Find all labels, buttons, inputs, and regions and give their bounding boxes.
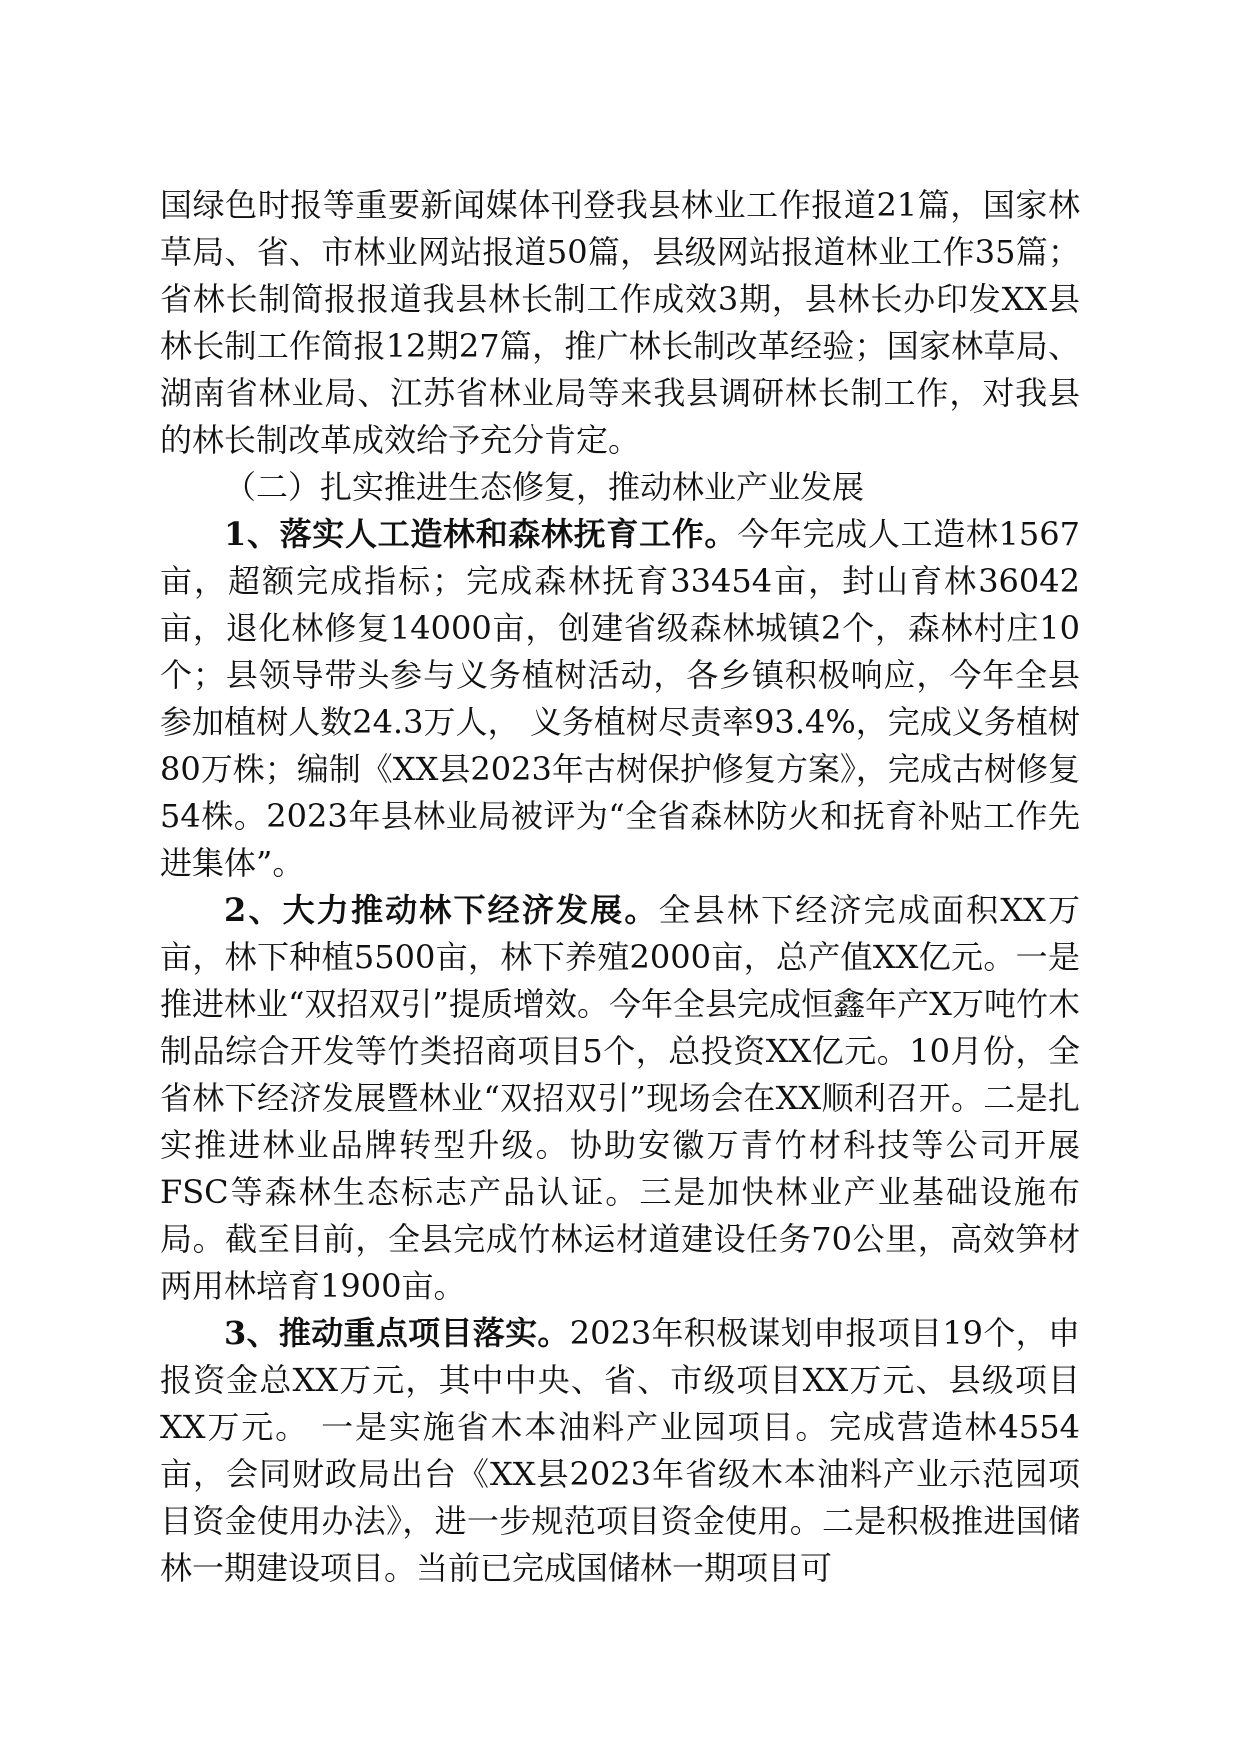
paragraph-media-reports — [160, 182, 1080, 464]
section-heading — [160, 464, 1080, 511]
paragraph-afforestation — [160, 511, 1080, 887]
document-page — [160, 182, 1080, 1592]
paragraph-body: 国绿色时报等重要新闻媒体刊登我县林业工作报道21篇，国家林草局、省、市林业网站报道50篇，县级网站报道林业工作35篇；省林长制简报报道我县林长制工作成效3期，县林长办印发XX县林长制工作简报12期27篇，推广林长制改革经验；国家林草局、湖南省林业局、江苏省林业局等来我县调研林长制工作，对我县的林长制改革成效给予充分肯定。 — [160, 186, 1080, 459]
paragraph-lead: 2、大力推动林下经济发展。 — [224, 891, 659, 929]
paragraph-lead: 1、落实人工造林和森林抚育工作。 — [224, 515, 738, 553]
section-heading-text: （二）扎实推进生态修复，推动林业产业发展 — [224, 468, 865, 506]
paragraph-forest-economy — [160, 887, 1080, 1310]
paragraph-key-projects — [160, 1310, 1080, 1592]
paragraph-body: 今年完成人工造林1567亩，超额完成指标；完成森林抚育33454亩，封山育林36042亩，退化林修复14000亩，创建省级森林城镇2个，森林村庄10个；县领导带头参与义务植树活动，各乡镇积极响应，今年全县参加植树人数24.3万人， 义务植树尽责率93.4%，完成义务植树80万株；编制《XX县2023年古树保护修复方案》，完成古树修复54株。2023年县林业局被评为“全省森林防火和抚育补贴工作先进集体”。 — [160, 515, 1080, 882]
paragraph-body: 2023年积极谋划申报项目19个，申报资金总XX万元，其中中央、省、市级项目XX万元、县级项目XX万元。 一是实施省木本油料产业园项目。完成营造林4554亩，会同财政局出台《XX县2023年省级木本油料产业示范园项目资金使用办法》，进一步规范项目资金使用。二是积极推进国储林一期建设项目。当前已完成国储林一期项目可 — [160, 1314, 1080, 1587]
paragraph-body: 全县林下经济完成面积XX万亩，林下种植5500亩，林下养殖2000亩，总产值XX亿元。一是推进林业“双招双引”提质增效。今年全县完成恒鑫年产X万吨竹木制品综合开发等竹类招商项目5个，总投资XX亿元。10月份，全省林下经济发展暨林业“双招双引”现场会在XX顺利召开。二是扎实推进林业品牌转型升级。协助安徽万青竹材科技等公司开展FSC等森林生态标志产品认证。三是加快林业产业基础设施布局。截至目前，全县完成竹林运材道建设任务70公里，高效笋材两用林培育1900亩。 — [160, 891, 1080, 1305]
paragraph-lead: 3、推动重点项目落实。 — [224, 1314, 570, 1352]
